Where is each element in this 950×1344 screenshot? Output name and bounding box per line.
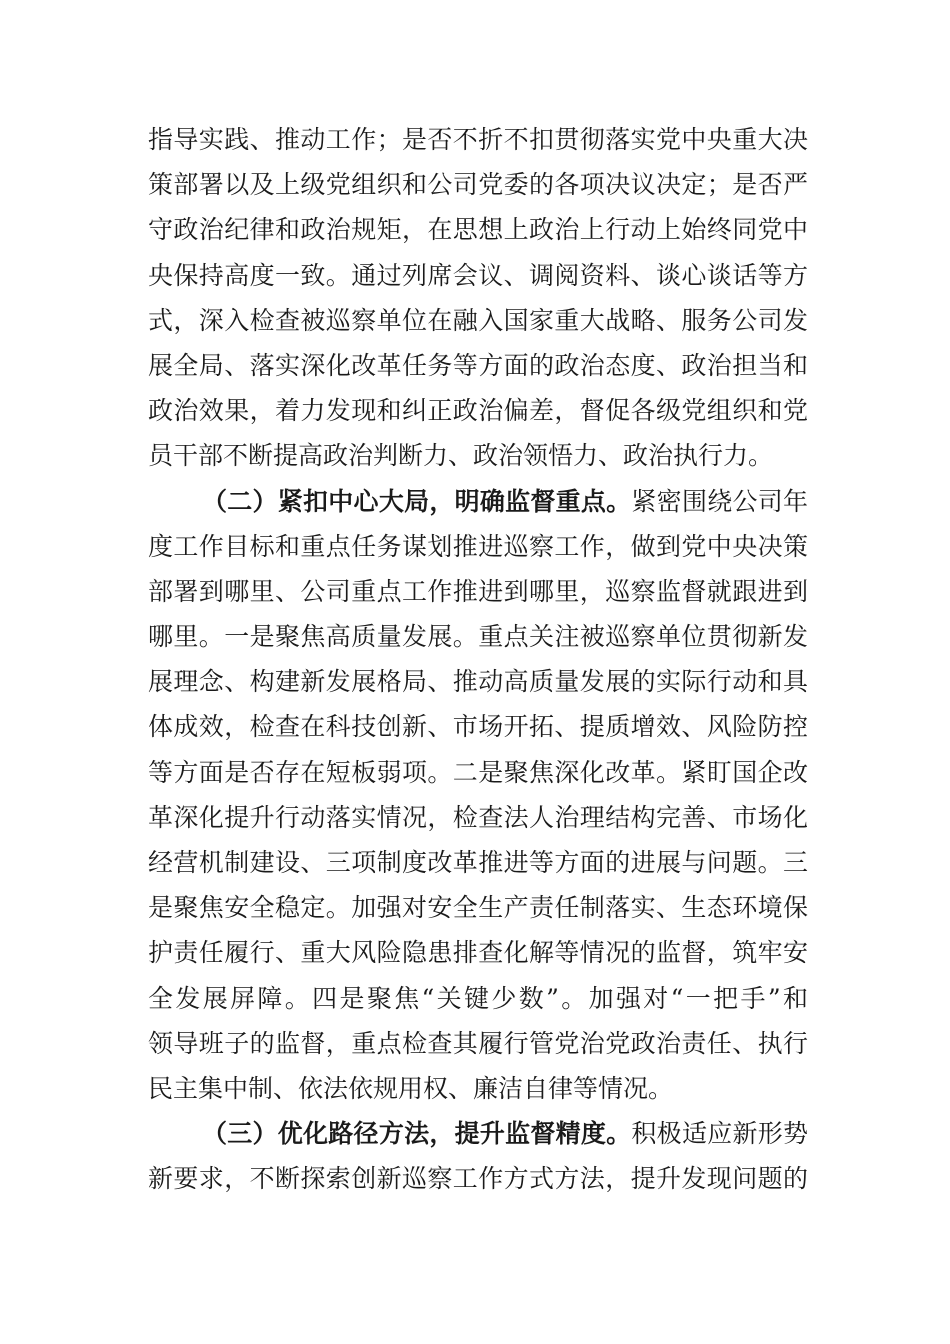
text-line: 指导实践、推动工作；是否不折不扣贯彻落实党中央重大决 xyxy=(148,125,808,154)
text-line: 全发展屏障。四是聚焦“关键少数”。加强对“一把手”和 xyxy=(148,983,808,1013)
section-3-text: 积极适应新形势 xyxy=(631,1119,808,1149)
text-line: 政治效果，着力发现和纠正政治偏差，督促各级党组织和党 xyxy=(148,396,808,426)
text-line: 体成效，检查在科技创新、市场开拓、提质增效、风险防控 xyxy=(148,712,808,742)
text-line: 民主集中制、依法依规用权、廉洁自律等情况。 xyxy=(148,1073,674,1103)
text-line: 展理念、构建新发展格局、推动高质量发展的实际行动和具 xyxy=(148,667,808,697)
text-line: 守政治纪律和政治规矩，在思想上政治上行动上始终同党中 xyxy=(148,215,808,245)
text-line: 度工作目标和重点任务谋划推进巡察工作，做到党中央决策 xyxy=(148,531,808,561)
section-2-first-line xyxy=(148,479,808,524)
text-line: 是聚焦安全稳定。加强对安全生产责任制落实、生态环境保 xyxy=(148,893,808,923)
text-line: 革深化提升行动落实情况，检查法人治理结构完善、市场化 xyxy=(148,802,808,832)
section-3-first-line xyxy=(148,1111,808,1156)
text-line: 央保持高度一致。通过列席会议、调阅资料、谈心谈话等方 xyxy=(148,260,808,290)
text-line: 员干部不断提高政治判断力、政治领悟力、政治执行力。 xyxy=(148,441,774,471)
text-line: 领导班子的监督，重点检查其履行管党治党政治责任、执行 xyxy=(148,1028,808,1058)
text-line: 式，深入检查被巡察单位在融入国家重大战略、服务公司发 xyxy=(148,305,808,335)
text-line: 哪里。一是聚焦高质量发展。重点关注被巡察单位贯彻新发 xyxy=(148,622,808,652)
text-line: 展全局、落实深化改革任务等方面的政治态度、政治担当和 xyxy=(148,350,808,380)
text-line: 策部署以及上级党组织和公司党委的各项决议决定；是否严 xyxy=(148,170,808,200)
text-line: 等方面是否存在短板弱项。二是聚焦深化改革。紧盯国企改 xyxy=(148,757,808,787)
text-line: 部署到哪里、公司重点工作推进到哪里，巡察监督就跟进到 xyxy=(148,576,808,606)
text-line: 新要求，不断探索创新巡察工作方式方法，提升发现问题的 xyxy=(148,1164,808,1194)
section-2-heading: （二）紧扣中心大局，明确监督重点。 xyxy=(202,486,632,516)
section-2-text: 紧密围绕公司年 xyxy=(631,486,808,516)
text-line: 经营机制建设、三项制度改革推进等方面的进展与问题。三 xyxy=(148,848,808,877)
text-line: 护责任履行、重大风险隐患排查化解等情况的监督，筑牢安 xyxy=(148,938,808,968)
section-3-heading: （三）优化路径方法，提升监督精度。 xyxy=(202,1119,632,1149)
body-text xyxy=(148,117,808,1202)
